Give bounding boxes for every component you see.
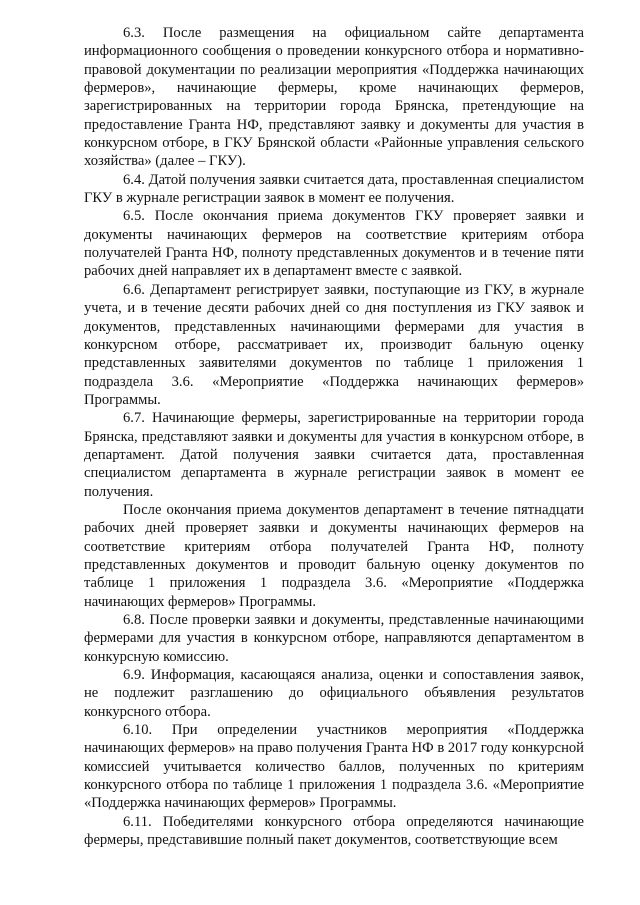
- paragraph-6-4: 6.4. Датой получения заявки считается дата, проставленная специалистом ГКУ в журнале регистрации заявок в момент ее получения.: [84, 171, 584, 207]
- paragraph-6-9: 6.9. Информация, касающаяся анализа, оценки и сопоставления заявок, не подлежит разглашению до официального объявления результатов конкурсного отбора.: [84, 667, 584, 720]
- paragraph-6-10: 6.10. При определении участников мероприятия «Поддержка начинающих фермеров» на право получения Гранта НФ в 2017 году конкурсной комиссией учитывается количество баллов, полученных по критериям конкурсного отбора по таблице 1 приложения 1 подраздела 3.6. «Мероприятие «Поддержка начинающих фермеров» Программы.: [84, 722, 584, 812]
- paragraph-6-8: 6.8. После проверки заявки и документы, представленные начинающими фермерами для участия в конкурсном отборе, направляются департаментом в конкурсную комиссию.: [84, 612, 584, 665]
- paragraph-6-3: 6.3. После размещения на официальном сайте департамента информационного сообщения о проведении конкурсного отбора и нормативно-правовой документации по реализации мероприятия «Поддержка начинающих фермеров», начинающие фермеры, кроме начинающих фермеров, зарегистрированных на территории города Брянска, претендующие на предоставление Гранта НФ, представляют заявку и документы для участия в конкурсном отборе, в ГКУ Брянской области «Районные управления сельского хозяйства» (далее – ГКУ).: [84, 25, 584, 170]
- document-page: [84, 24, 584, 849]
- paragraph-6-11: 6.11. Победителями конкурсного отбора определяются начинающие фермеры, представившие полный пакет документов, соответствующие всем: [84, 813, 584, 849]
- paragraph-6-7: 6.7. Начинающие фермеры, зарегистрированные на территории города Брянска, представляют заявки и документы для участия в конкурсном отборе, в департамент. Датой получения заявки считается дата, проставленная специалистом департамента в журнале регистрации заявок в момент ее получения.: [84, 410, 584, 500]
- paragraph-6-6: 6.6. Департамент регистрирует заявки, поступающие из ГКУ, в журнале учета, и в течение десяти рабочих дней со дня поступления из ГКУ заявок и документов, представленных начинающими фермерами для участия в конкурсном отборе, рассматривает их, производит бальную оценку представленных заявителями документов по таблице 1 приложения 1 подраздела 3.6. «Мероприятие «Поддержка начинающих фермеров» Программы.: [84, 281, 584, 408]
- paragraph-6-7-continued: После окончания приема документов департамент в течение пятнадцати рабочих дней проверяет заявки и документы начинающих фермеров на соответствие критериям отбора получателей Гранта НФ, полноту представленных документов и проводит бальную оценку документов по таблице 1 приложения 1 подраздела 3.6. «Мероприятие «Поддержка начинающих фермеров» Программы.: [84, 501, 584, 610]
- paragraph-6-5: 6.5. После окончания приема документов ГКУ проверяет заявки и документы начинающих фермеров на соответствие критериям отбора получателей Гранта НФ, полноту представленных документов и в течение пяти рабочих дней направляет их в департамент вместе с заявкой.: [84, 208, 584, 280]
